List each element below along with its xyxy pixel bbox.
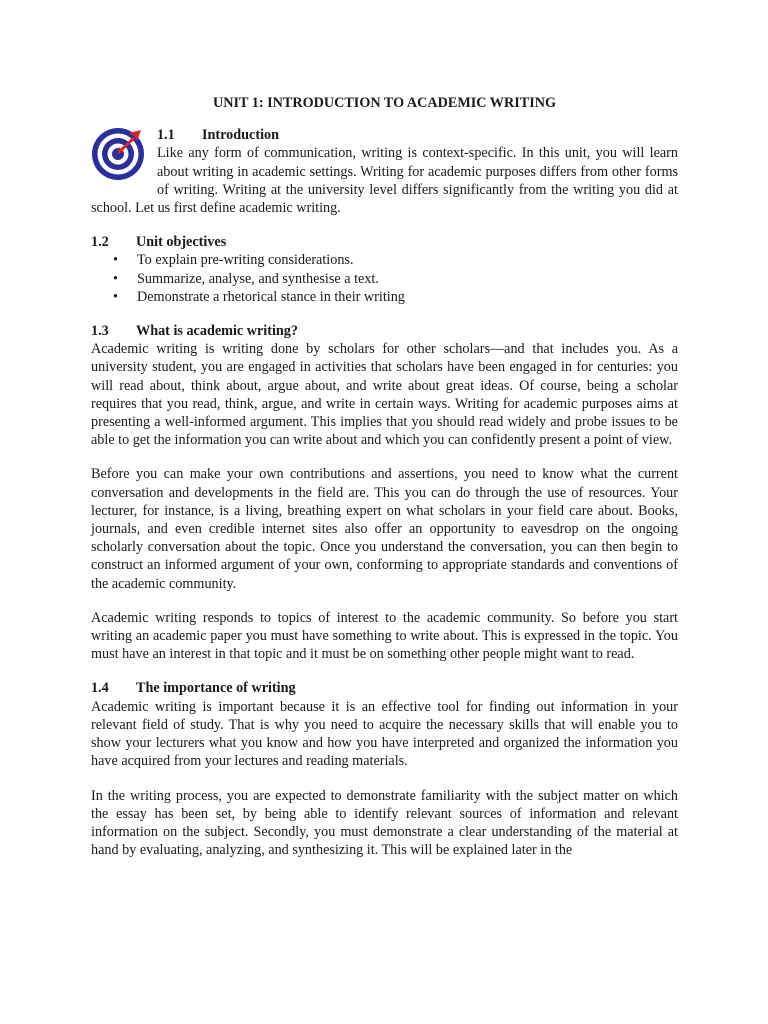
paragraph: In the writing process, you are expected to demonstrate familiarity with the subject matter on which the essay has been set, by being able to identify relevant sources of information and relevant information on the subject. Secondly, you must demonstrate a clear understanding of the material at hand by evaluating, analyzing, and synthesizing it. This will be explained later in the (91, 787, 678, 859)
section-what-is-academic-writing (91, 322, 678, 663)
paragraph: Academic writing is important because it is an effective tool for finding out information in your relevant field of study. That is why you need to acquire the necessary skills that will enable you to show your lecturers what you know and how you have interpreted and organized the information you have acquired from your lectures and reading materials. (91, 698, 678, 770)
list-item: • Summarize, analyse, and synthesise a text. (113, 270, 379, 287)
paragraph: Like any form of communication, writing is context-specific. In this unit, you will learn about writing in academic settings. Writing for academic purposes differs from other forms of writing. Writing at the university level differs significantly from the writing you did at school. Let us first define academic writing. (91, 145, 678, 217)
section-number: 1.2 (91, 234, 109, 251)
section-introduction (91, 126, 678, 217)
section-number: 1.4 (91, 680, 109, 697)
section-objectives (91, 233, 678, 306)
section-heading (91, 126, 678, 144)
section-title: Unit objectives (136, 234, 227, 251)
section-number: 1.3 (91, 323, 109, 340)
paragraph: Before you can make your own contributions and assertions, you need to know what the current conversation and developments in the field are. This you can do through the use of resources. Your lecturer, for instance, is a living, breathing expert on what scholars in your field care about. Books, journals, and even credible internet sites also offer an opportunity to eavesdrop on the ongoing scholarly conversation about the topic. Once you understand the conversation, you can then begin to construct an informed argument of your own, conforming to appropriate standards and conventions of the academic community. (91, 466, 678, 592)
paragraph: Academic writing responds to topics of interest to the academic community. So before you start writing an academic paper you must have something to write about. This is expressed in the topic. You must have an interest in that topic and it must be on something other people might want to read. (91, 609, 678, 663)
bullet-icon: • (113, 288, 118, 305)
bullet-icon: • (113, 270, 118, 287)
section-heading (91, 322, 678, 340)
section-title: Introduction (202, 127, 279, 144)
section-title: What is academic writing? (136, 323, 298, 340)
unit-title: UNIT 1: INTRODUCTION TO ACADEMIC WRITING (212, 95, 557, 111)
paragraph: Academic writing is writing done by scholars for other scholars—and that includes you. As a university student, you are engaged in activities that scholars have been engaged in for centuries: you will read about, think about, argue about, and write about great ideas. Of course, being a scholar requires that you read, think, argue, and write in certain ways. Writing for academic purposes aims at presenting a well-informed argument. This implies that you should read widely and probe issues to be able to get the information you can write about and which you can confidently present a point of view. (91, 341, 678, 449)
target-icon (91, 126, 147, 182)
section-title: The importance of writing (136, 680, 296, 697)
list-item: • Demonstrate a rhetorical stance in their writing (113, 288, 405, 305)
bullet-icon: • (113, 252, 118, 269)
section-number: 1.1 (157, 127, 175, 144)
section-importance-of-writing (91, 679, 678, 859)
list-item: • To explain pre-writing considerations. (113, 252, 354, 269)
section-heading (91, 233, 678, 251)
section-heading (91, 679, 678, 697)
objectives-list (91, 251, 678, 306)
